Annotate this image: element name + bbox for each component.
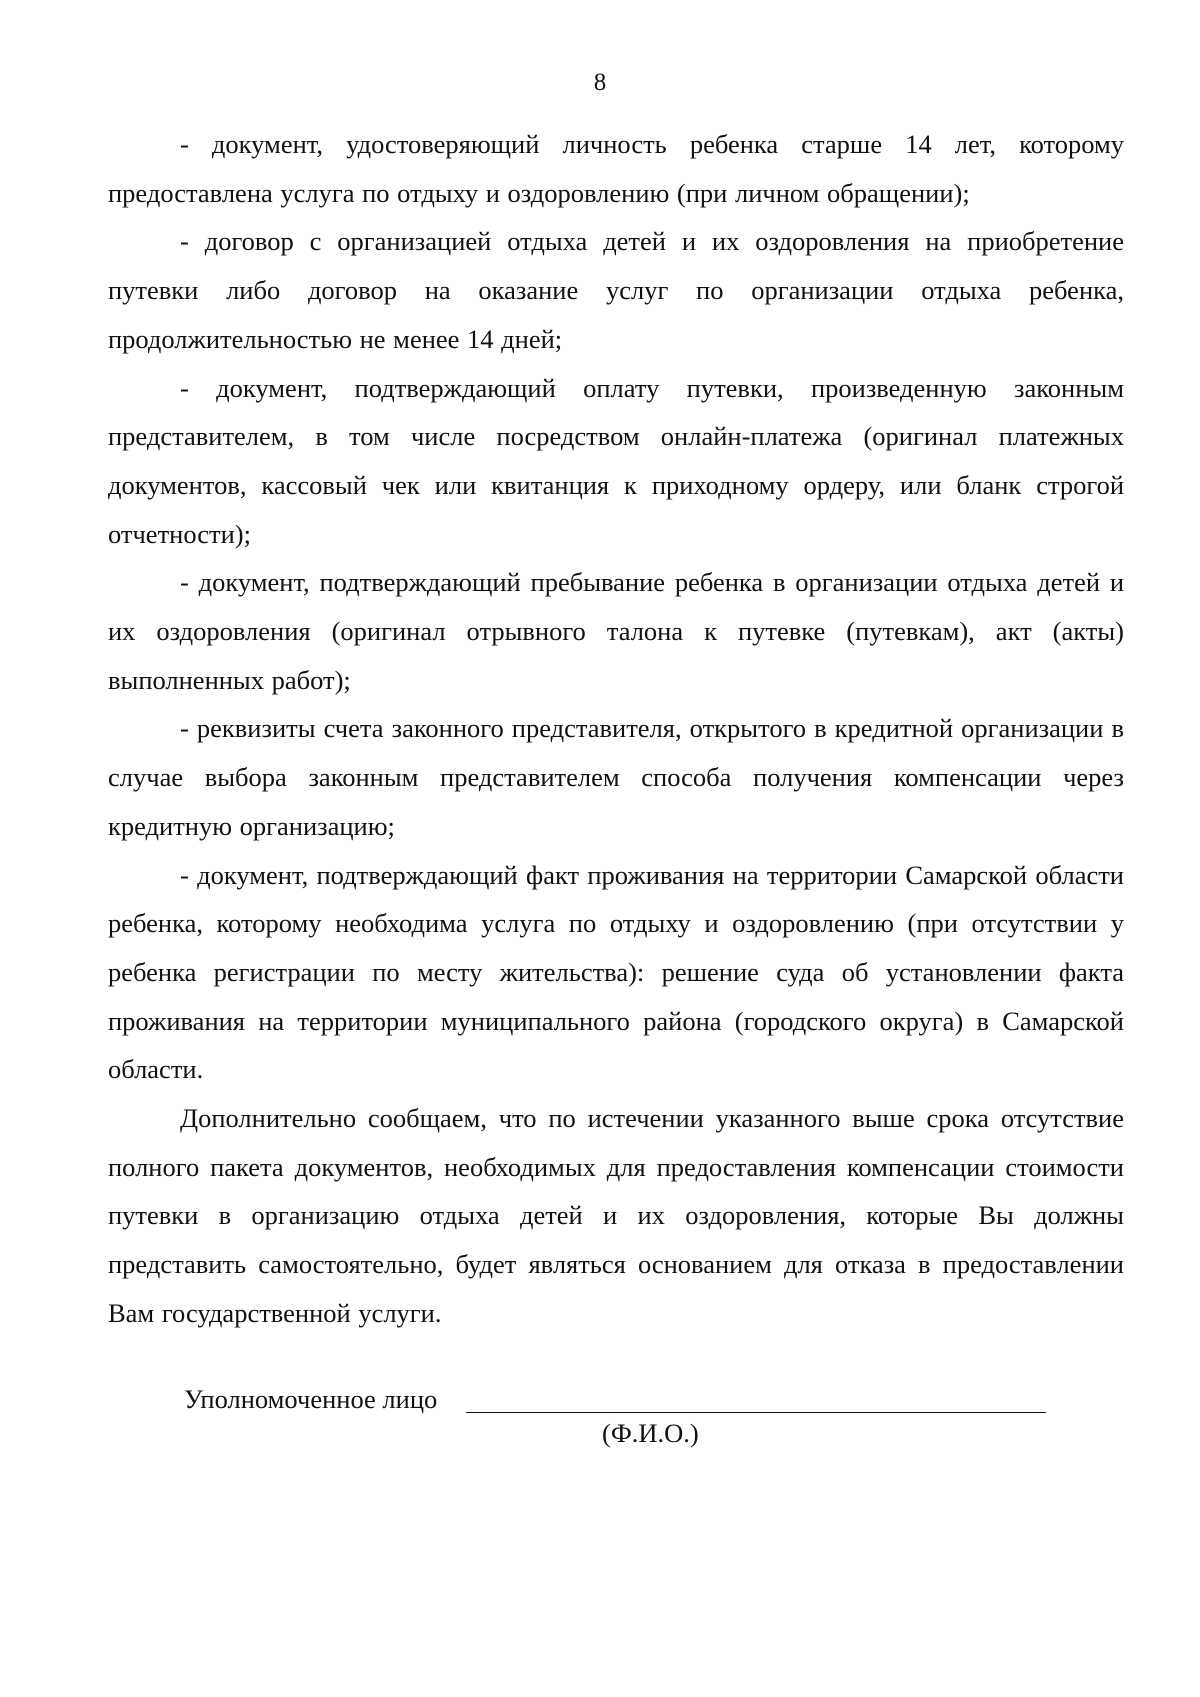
signature-caption: (Ф.И.О.) bbox=[602, 1418, 699, 1448]
signature-label: Уполномоченное лицо bbox=[184, 1384, 438, 1414]
paragraph-residence-proof: - документ, подтверждающий факт проживания на территории Самарской области ребенка, которому необходима услуга по отдыху и оздоровлению (при отсутствии у ребенка регистрации по месту жительства): решение суда об установлении факта проживания на территории муниципального района (городского округа) в Самарской области. bbox=[108, 859, 1124, 1085]
paragraph-voucher-contract: - договор с организацией отдыха детей и их оздоровления на приобретение путевки либо договор на оказание услуг по организации отдыха ребенка, продолжительностью не менее 14 дней; bbox=[108, 226, 1124, 354]
paragraph-bank-details: - реквизиты счета законного представителя, открытого в кредитной организации в случае выбора законным представителем способа получения компенсации через кредитную организацию; bbox=[108, 713, 1124, 841]
paragraph-payment-document: - документ, подтверждающий оплату путевки, произведенную законным представителем, в том числе посредством онлайн-платежа (оригинал платежных документов, кассовый чек или квитанция к приходному ордеру, или бланк строгой отчетности); bbox=[108, 372, 1124, 549]
page-number: 8 bbox=[593, 69, 607, 96]
signature-line bbox=[466, 1412, 1046, 1413]
paragraph-child-id-document: - документ, удостоверяющий личность ребенка старше 14 лет, которому предоставлена услуга по отдыху и оздоровлению (при личном обращении); bbox=[108, 129, 1124, 208]
signature-block bbox=[184, 1382, 1064, 1472]
document-body bbox=[108, 120, 1124, 1338]
paragraph-additional-notice: Дополнительно сообщаем, что по истечении указанного выше срока отсутствие полного пакета документов, необходимых для предоставления компенсации стоимости путевки в организацию отдыха детей и их оздоровления, которые Вы должны представить самостоятельно, будет являться основанием для отказа в предоставлении Вам государственной услуги. bbox=[108, 1103, 1124, 1328]
paragraph-stay-confirmation: - документ, подтверждающий пребывание ребенка в организации отдыха детей и их оздоровления (оригинал отрывного талона к путевке (путевкам), акт (акты) выполненных работ); bbox=[108, 567, 1124, 695]
